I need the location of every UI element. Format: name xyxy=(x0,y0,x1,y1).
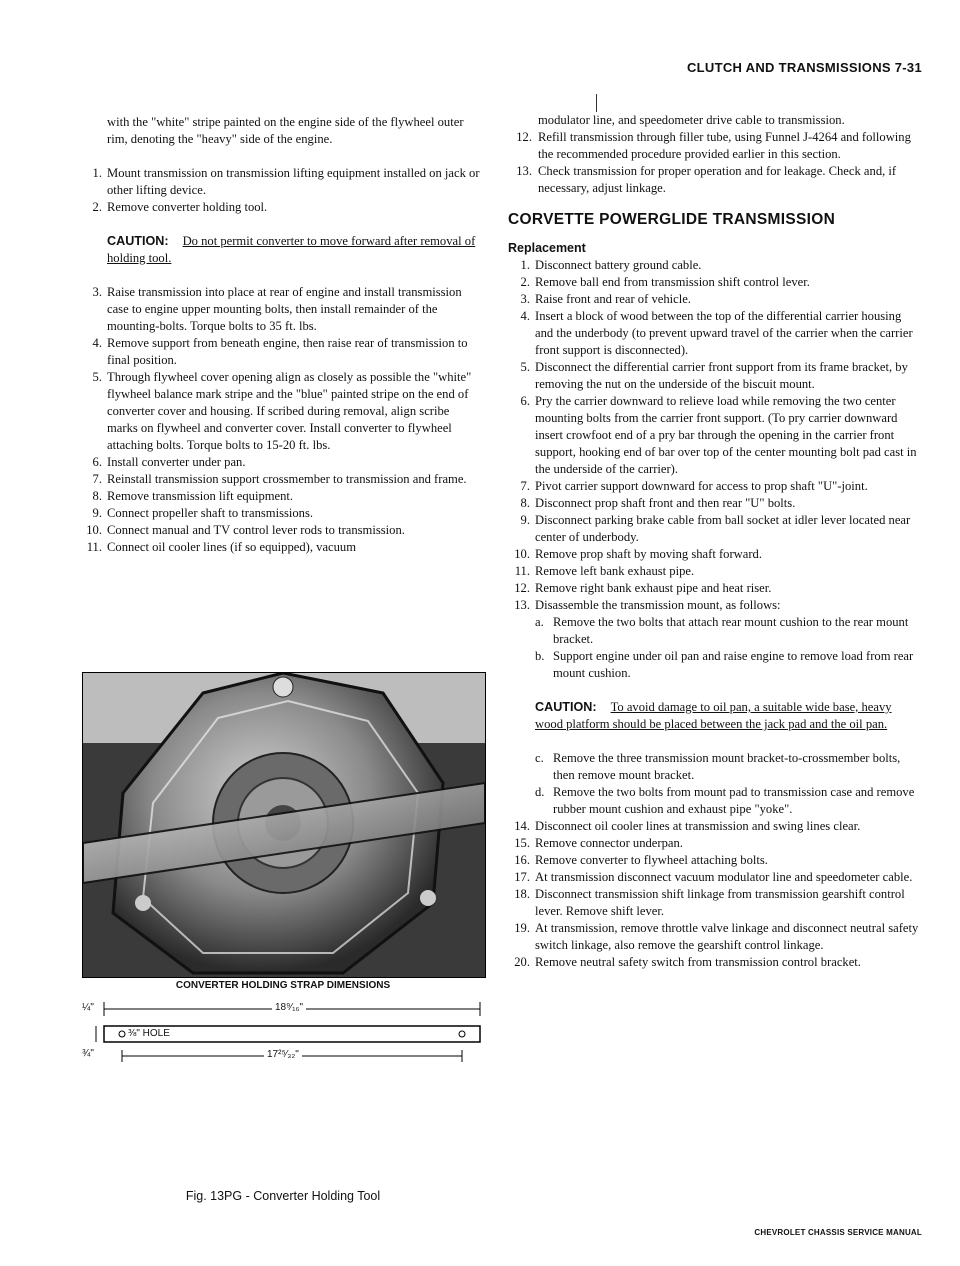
right-column xyxy=(508,112,920,971)
list-item: 10. Remove prop shaft by moving shaft forward. xyxy=(514,547,762,561)
dimension-label-overall: 18⁹⁄₁₆" xyxy=(272,1002,306,1013)
list-item: 13. Disassemble the transmission mount, as follows: a. Remove the two bolts that attach rear mount cushion to the rear mount bracket. b. Support engine under oil pan and raise engine to remove load from rear mount cushion. xyxy=(508,597,920,682)
caution-label: CAUTION: xyxy=(107,234,169,248)
sub-list-item: d. Remove the two bolts from mount pad to transmission case and remove rubber mount cushion and exhaust pipe "yoke". xyxy=(535,785,915,816)
steps-continued xyxy=(508,112,920,197)
list-item: 8. Disconnect prop shaft front and then rear "U" bolts. xyxy=(520,496,796,510)
transmission-photo-illustration xyxy=(83,673,485,977)
list-item: 3. Raise front and rear of vehicle. xyxy=(520,292,691,306)
list-item: 16. Remove converter to flywheel attaching bolts. xyxy=(514,853,768,867)
list-item: 12. Refill transmission through filler tube, using Funnel J-4264 and following the recommended procedure provided earlier in this section. xyxy=(516,130,911,161)
replacement-steps-b xyxy=(508,818,920,971)
caution-label: CAUTION: xyxy=(535,700,597,714)
intro-paragraph: with the "white" stripe painted on the engine side of the flywheel outer rim, denoting the "heavy" side of the engine. xyxy=(107,115,464,146)
steps-list-a xyxy=(80,165,480,216)
list-item: 7. Pivot carrier support downward for access to prop shaft "U"-joint. xyxy=(520,479,868,493)
list-item: 5. Through flywheel cover opening align as closely as possible the "white" flywheel balance mark stripe and the "blue" painted stripe on the end of converter cover and housing. If scribed during removal, align scribe marks on flywheel and converter cover. Install converter to flywheel attaching bolts. Torque bolts to 15-20 ft. lbs. xyxy=(92,370,472,452)
page-footer: CHEVROLET CHASSIS SERVICE MANUAL xyxy=(754,1228,922,1237)
steps-list-b xyxy=(80,284,480,556)
list-item: 10. Connect manual and TV control lever rods to transmission. xyxy=(86,523,405,537)
list-item: 4. Remove support from beneath engine, then raise rear of transmission to final position. xyxy=(92,336,468,367)
list-item: 11. Connect oil cooler lines (if so equipped), vacuum xyxy=(86,540,357,554)
sub-list-item: c. Remove the three transmission mount bracket-to-crossmember bolts, then remove mount bracket. xyxy=(535,751,901,782)
list-item: 6. Pry the carrier downward to relieve load while removing the two center mounting bolts from the carrier front support. (To pry carrier downward insert crowfoot end of a pry bar through the opening in the carrier front support, hooking end of bar over top of the center mounting bolt pad cast in the underside of the carrier). xyxy=(520,394,917,476)
list-item: 7. Reinstall transmission support crossmember to transmission and frame. xyxy=(92,472,467,486)
list-item: 14. Disconnect oil cooler lines at transmission and swing lines clear. xyxy=(514,819,861,833)
figure-caption: Fig. 13PG - Converter Holding Tool xyxy=(185,1189,381,1203)
list-item: 13. Check transmission for proper operation and for leakage. Check and, if necessary, adjust linkage. xyxy=(516,164,897,195)
page-header: CLUTCH AND TRANSMISSIONS 7-31 xyxy=(686,60,922,75)
list-item: 6. Install converter under pan. xyxy=(92,455,246,469)
dimensions-title: CONVERTER HOLDING STRAP DIMENSIONS xyxy=(175,980,391,991)
dimension-label-width: ¼" xyxy=(82,1002,94,1013)
sub-steps-13-cont xyxy=(508,750,920,818)
dimension-label-thickness: ¾" xyxy=(82,1048,94,1059)
dimension-label-hole-span: 17²⁵⁄₃₂" xyxy=(264,1049,302,1060)
list-item: 1. Disconnect battery ground cable. xyxy=(520,258,702,272)
list-item: 9. Connect propeller shaft to transmissions. xyxy=(92,506,314,520)
list-item: 11. Remove left bank exhaust pipe. xyxy=(514,564,695,578)
list-item: 4. Insert a block of wood between the top of the differential carrier housing and the underbody (to prevent upward travel of the carrier when the carrier front support is disconnected). xyxy=(520,309,913,357)
sub-steps-13 xyxy=(535,614,920,682)
transmission-photo xyxy=(82,672,486,978)
sub-list-item: b. Support engine under oil pan and raise engine to remove load from rear mount cushion. xyxy=(535,649,914,680)
list-item: 8. Remove transmission lift equipment. xyxy=(92,489,294,503)
replacement-steps-a xyxy=(508,257,920,682)
list-item: 15. Remove connector underpan. xyxy=(514,836,683,850)
dimension-label-hole: ⅜" HOLE xyxy=(128,1028,170,1039)
list-item: 3. Raise transmission into place at rear of engine and install transmission case to engine upper mounting bolts, then install remainder of the mounting-bolts. Torque bolts to 35 ft. lbs. xyxy=(92,285,462,333)
caution-text: To avoid damage to oil pan, a suitable wide base, heavy wood platform should be placed between the jack pad and the oil pan. xyxy=(535,700,892,731)
list-item: 17. At transmission disconnect vacuum modulator line and speedometer cable. xyxy=(514,870,913,884)
list-item: 12. Remove right bank exhaust pipe and heat riser. xyxy=(514,581,772,595)
list-item: 9. Disconnect parking brake cable from ball socket at idler lever located near center of underbody. xyxy=(520,513,911,544)
subsection-heading: Replacement xyxy=(508,241,586,255)
caution-note xyxy=(80,233,480,267)
list-item: 19. At transmission, remove throttle valve linkage and disconnect neutral safety switch linkage, also remove the gearshift control linkage. xyxy=(514,921,919,952)
caution-text: Do not permit converter to move forward after removal of holding tool. xyxy=(107,234,476,265)
list-item: 2. Remove converter holding tool. xyxy=(92,200,268,214)
scan-mark xyxy=(596,94,597,112)
sub-list-item: a. Remove the two bolts that attach rear mount cushion to the rear mount bracket. xyxy=(535,615,909,646)
list-item: 5. Disconnect the differential carrier front support from its frame bracket, by removing the nut on the underside of the biscuit mount. xyxy=(520,360,908,391)
list-item: 1. Mount transmission on transmission lifting equipment installed on jack or other lifting device. xyxy=(92,166,480,197)
list-item: 20. Remove neutral safety switch from transmission control bracket. xyxy=(514,955,861,969)
list-item: 18. Disconnect transmission shift linkage from transmission gearshift control lever. Remove shift lever. xyxy=(514,887,905,918)
left-column xyxy=(80,114,480,556)
caution-note xyxy=(508,699,920,733)
list-item: 2. Remove ball end from transmission shift control lever. xyxy=(520,275,810,289)
strap-dimensions-drawing xyxy=(82,980,484,1063)
section-title: CORVETTE POWERGLIDE TRANSMISSION xyxy=(508,211,836,228)
list-item: modulator line, and speedometer drive cable to transmission. xyxy=(538,113,845,127)
